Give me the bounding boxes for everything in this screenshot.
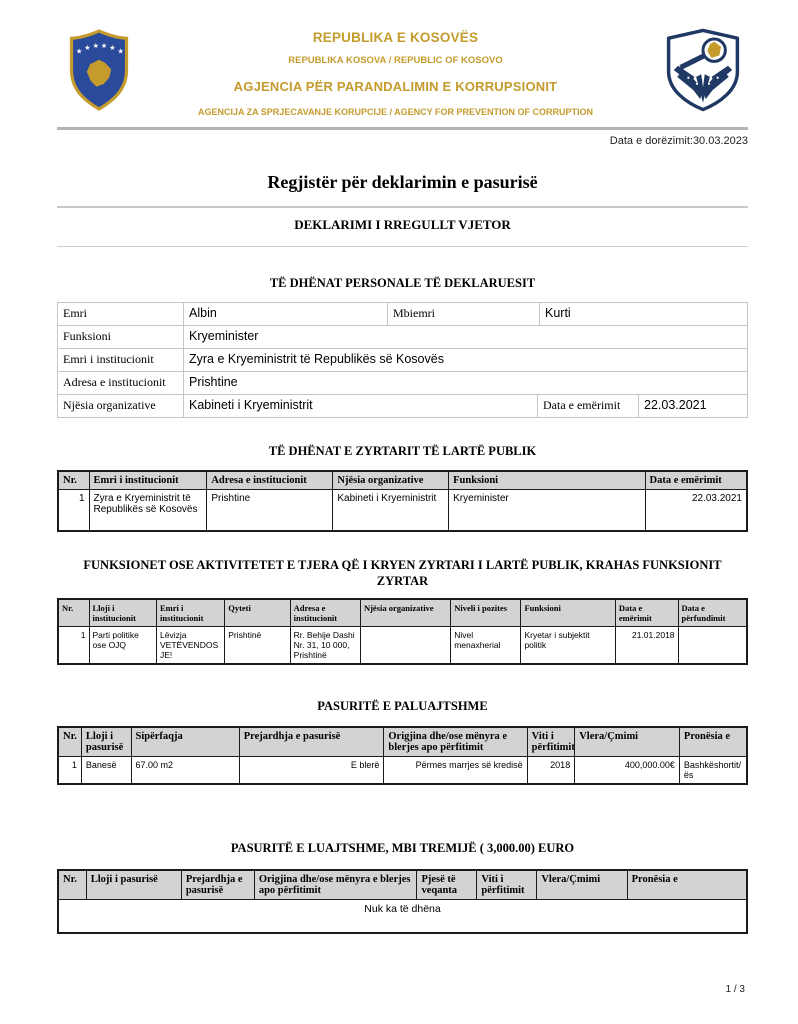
column-header: Sipërfaqja (131, 727, 239, 757)
funksioni-label: Funksioni (63, 329, 112, 343)
table-cell: Prishtine (207, 490, 333, 532)
column-header: Nr. (58, 870, 86, 900)
official-header-row (58, 471, 747, 490)
emri-value: Albin (183, 303, 387, 325)
personal-row-unit (58, 394, 747, 417)
column-header: Adresa e institucionit (207, 471, 333, 490)
column-header: Lloji i pasurisë (81, 727, 131, 757)
table-cell: E blerë (239, 757, 384, 785)
immovable-data-row (58, 757, 747, 785)
column-header: Emri i institucionit (89, 471, 207, 490)
column-header: Qyteti (225, 599, 290, 627)
immovable-heading: PASURITË E PALUAJTSHME (317, 699, 488, 714)
column-header: Vlera/Çmimi (537, 870, 627, 900)
column-header: Vlera/Çmimi (575, 727, 680, 757)
personal-row-institution (58, 348, 747, 371)
table-cell: Nivel menaxherial (451, 627, 521, 665)
svg-text:★: ★ (84, 43, 91, 53)
table-cell: Bashkëshortit/ës (679, 757, 747, 785)
table-cell: Përmes marrjes së kredisë (384, 757, 527, 785)
functions-table (57, 598, 748, 665)
column-header: Lloji i institucionit (89, 599, 157, 627)
letterhead-divider (57, 127, 748, 130)
njesia-label: Njësia organizative (63, 398, 156, 412)
movable-header-row (58, 870, 747, 900)
column-header: Data e emërimit (645, 471, 747, 490)
anti-corruption-agency-logo-icon (660, 26, 746, 114)
table-cell: Banesë (81, 757, 131, 785)
letterhead-line-3: AGJENCIA PËR PARANDALIMIN E KORRUPSIONIT (233, 79, 558, 94)
table-cell: Rr. Behije Dashi Nr. 31, 10 000, Prishtinë (290, 627, 360, 665)
personal-data-table (57, 302, 748, 418)
svg-text:★: ★ (109, 43, 116, 53)
column-header: Nr. (58, 727, 81, 757)
column-header: Data e emërimit (615, 599, 678, 627)
column-header: Pjesë të veqanta (417, 870, 477, 900)
movable-empty-row (58, 900, 747, 934)
emerimi-value: 22.03.2021 (638, 395, 747, 417)
movable-assets-table (57, 869, 748, 934)
column-header: Nr. (58, 471, 89, 490)
personal-row-address (58, 371, 747, 394)
funksioni-value: Kryeminister (183, 326, 747, 348)
svg-text:★: ★ (100, 41, 108, 51)
official-data-heading: TË DHËNAT E ZYRTARIT TË LARTË PUBLIK (268, 444, 537, 458)
column-header: Njësia organizative (333, 471, 449, 490)
njesia-value: Kabineti i Kryeministrit (183, 395, 537, 417)
svg-text:★: ★ (92, 41, 99, 51)
column-header: Origjina dhe/ose mënyra e blerjes apo përfitimit (254, 870, 417, 900)
functions-heading: FUNKSIONET OSE AKTIVITETET E TJERA QË I KRYEN ZYRTARI I LARTË PUBLIK, KRAHAS FUNKSIONIT ZYRTAR (83, 558, 722, 588)
table-cell: 400,000.00€ (575, 757, 680, 785)
table-cell: Parti politike ose OJQ (89, 627, 157, 665)
institucioni-value: Zyra e Kryeministrit të Republikës së Kosovës (183, 349, 747, 371)
column-header: Prejardhja e pasurisë (239, 727, 384, 757)
official-data-row (58, 490, 747, 532)
mbiemri-label: Mbiemri (387, 303, 539, 325)
column-header: Viti i përfitimit (477, 870, 537, 900)
column-header: Lloji i pasurisë (86, 870, 181, 900)
movable-heading: PASURITË E LUAJTSHME, MBI TREMIJË ( 3,000.00) EURO (230, 841, 575, 856)
kosovo-coat-of-arms-icon (67, 26, 131, 114)
column-header: Nr. (58, 599, 89, 627)
no-data-cell: Nuk ka të dhëna (58, 900, 747, 934)
letterhead-line-1: REPUBLIKA E KOSOVËS (312, 30, 479, 45)
table-cell: Kryetar i subjektit politik (521, 627, 615, 665)
personal-row-function (58, 325, 747, 348)
personal-data-heading: TË DHËNAT PERSONALE TË DEKLARUESIT (269, 276, 536, 290)
table-cell: 22.03.2021 (645, 490, 747, 532)
immovable-assets-table (57, 726, 748, 785)
table-cell: 1 (58, 627, 89, 665)
functions-header-row (58, 599, 747, 627)
column-header: Pronësia e (679, 727, 747, 757)
immovable-header-row (58, 727, 747, 757)
submission-date: Data e dorëzimit:30.03.2023 (609, 135, 748, 147)
column-header: Viti i përfitimit (527, 727, 575, 757)
column-header: Funksioni (521, 599, 615, 627)
letterhead-line-4: AGENCIJA ZA SPRJECAVANJE KORUPCIJE / AGENCY FOR PREVENTION OF CORRUPTION (197, 107, 594, 117)
letterhead-line-2: REPUBLIKA KOSOVA / REPUBLIC OF KOSOVO (288, 55, 503, 66)
table-cell: Prishtinë (225, 627, 290, 665)
table-cell: 1 (58, 757, 81, 785)
table-cell: Zyra e Kryeministrit të Republikës së Kosovës (89, 490, 207, 532)
table-cell: Kabineti i Kryeministrit (333, 490, 449, 532)
table-cell (360, 627, 450, 665)
institucioni-label: Emri i institucionit (63, 352, 154, 366)
mbiemri-value: Kurti (539, 303, 747, 325)
svg-text:★: ★ (117, 46, 124, 56)
table-cell: Kryeminister (449, 490, 645, 532)
column-header: Niveli i pozites (451, 599, 521, 627)
column-header: Njësia organizative (360, 599, 450, 627)
table-cell: 67.00 m2 (131, 757, 239, 785)
adresa-label: Adresa e institucionit (63, 375, 166, 389)
column-header: Funksioni (449, 471, 645, 490)
letterhead-text (131, 26, 660, 117)
adresa-value: Prishtine (183, 372, 747, 394)
emerimi-label: Data e emërimit (537, 395, 638, 417)
column-header: Pronësia e (627, 870, 747, 900)
table-cell: 1 (58, 490, 89, 532)
letterhead (57, 0, 748, 117)
table-cell: Lëvizja VETËVENDOSJE! (157, 627, 225, 665)
column-header: Data e përfundimit (678, 599, 747, 627)
document-subtitle: DEKLARIMI I RREGULLT VJETOR (294, 217, 511, 232)
functions-data-row (58, 627, 747, 665)
document-title: Regjistër për deklarimin e pasurisë (267, 172, 538, 192)
table-cell (678, 627, 747, 665)
emri-label: Emri (63, 306, 87, 320)
personal-row-name (58, 303, 747, 325)
divider-line (57, 246, 748, 247)
column-header: Adresa e institucionit (290, 599, 360, 627)
table-cell: 2018 (527, 757, 575, 785)
svg-text:★: ★ (75, 46, 83, 56)
page-number: 1 / 3 (725, 984, 745, 995)
table-cell: 21.01.2018 (615, 627, 678, 665)
divider-line (57, 206, 748, 208)
column-header: Emri i institucionit (157, 599, 225, 627)
column-header: Origjina dhe/ose mënyra e blerjes apo përfitimit (384, 727, 527, 757)
official-data-table (57, 470, 748, 532)
column-header: Prejardhja e pasurisë (181, 870, 254, 900)
